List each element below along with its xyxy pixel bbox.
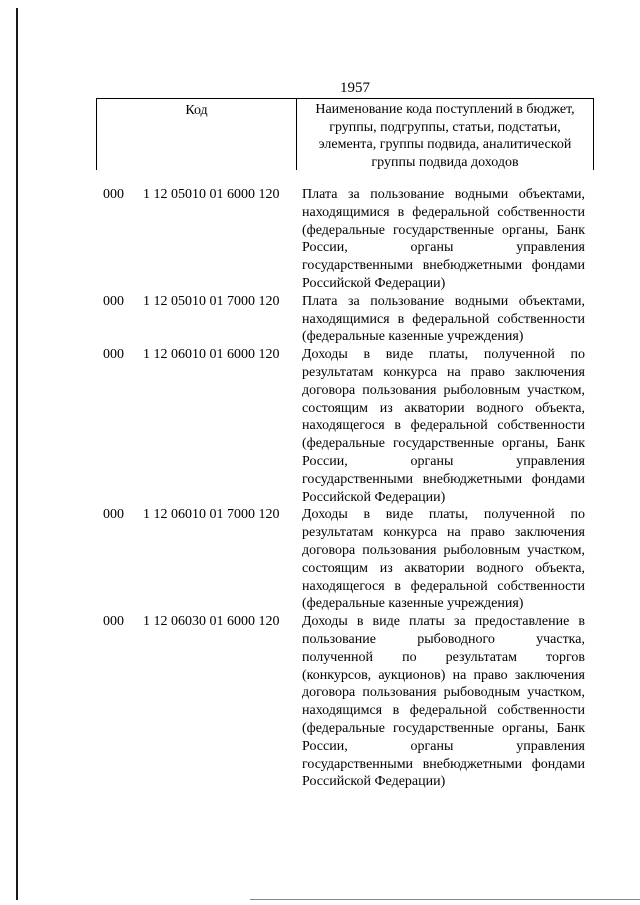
revenue-name-line: находящимся в федеральной собственности bbox=[302, 703, 585, 719]
revenue-name-line: Плата за пользование водными объектами, bbox=[302, 293, 585, 309]
admin-code-cell: 000 bbox=[103, 614, 124, 630]
admin-code-cell: 000 bbox=[103, 293, 124, 309]
revenue-name-cell bbox=[302, 293, 585, 346]
revenue-name-line: Плата за пользование водными объектами, bbox=[302, 187, 585, 202]
revenue-name-line: (конкурсов, аукционов) на право заключения bbox=[302, 667, 585, 683]
header-name-line: группы подвида доходов bbox=[371, 154, 519, 170]
revenue-name-line: государственными внебюджетными фондами bbox=[302, 258, 585, 274]
revenue-name-line: договора пользования рыболовным участком, bbox=[302, 542, 585, 558]
revenue-code-cell: 1 12 05010 01 6000 120 bbox=[143, 187, 280, 202]
revenue-name-line: пользование рыбоводного участка, bbox=[302, 631, 585, 647]
header-name-column bbox=[297, 99, 593, 170]
revenue-name-line: (федеральные государственные органы, Банк bbox=[302, 436, 585, 452]
admin-code-cell: 000 bbox=[103, 187, 124, 202]
revenue-name-line: результатам конкурса на право заключения bbox=[302, 364, 585, 380]
revenue-name-line: Доходы в виде платы, полученной по bbox=[302, 347, 585, 363]
revenue-name-line: Российской Федерации) bbox=[302, 489, 446, 505]
revenue-name-cell bbox=[302, 346, 585, 506]
revenue-name-line: договора пользования рыболовным участком, bbox=[302, 382, 585, 398]
header-name-line: группы, подгруппы, статьи, подстатьи, bbox=[329, 119, 561, 135]
table-body bbox=[0, 186, 640, 791]
revenue-name-cell bbox=[302, 186, 585, 293]
revenue-name-line: находящимися в федеральной собственности bbox=[302, 311, 585, 327]
revenue-name-line: находящегося в федеральной собственности bbox=[302, 578, 585, 594]
revenue-name-line: находящимися в федеральной собственности bbox=[302, 204, 585, 220]
revenue-name-line: Доходы в виде платы, полученной по bbox=[302, 507, 585, 523]
revenue-code-cell: 1 12 06010 01 6000 120 bbox=[143, 347, 280, 363]
table-row bbox=[0, 506, 640, 613]
revenue-name-line: (федеральные государственные органы, Банк bbox=[302, 720, 585, 736]
revenue-name-line: договора пользования рыбоводным участком, bbox=[302, 685, 585, 701]
revenue-name-line: Российской Федерации) bbox=[302, 774, 446, 790]
revenue-name-cell bbox=[302, 506, 585, 613]
table-header bbox=[96, 98, 594, 170]
revenue-name-line: состоящим из акватории водного объекта, bbox=[302, 560, 585, 576]
revenue-name-line: России, органы управления bbox=[302, 453, 585, 469]
revenue-name-line: (федеральные казенные учреждения) bbox=[302, 596, 524, 612]
header-name-line: Наименование кода поступлений в бюджет, bbox=[315, 102, 575, 117]
scan-bottom-edge bbox=[250, 899, 640, 900]
revenue-name-line: состоящим из акватории водного объекта, bbox=[302, 400, 585, 416]
table-row bbox=[0, 293, 640, 346]
table-row bbox=[0, 186, 640, 293]
revenue-code-cell: 1 12 06030 01 6000 120 bbox=[143, 614, 280, 630]
admin-code-cell: 000 bbox=[103, 507, 124, 523]
revenue-name-line: Российской Федерации) bbox=[302, 275, 446, 291]
revenue-name-line: полученной по результатам торгов bbox=[302, 649, 585, 665]
table-row bbox=[0, 613, 640, 791]
revenue-name-line: (федеральные государственные органы, Банк bbox=[302, 222, 585, 238]
table-row bbox=[0, 346, 640, 506]
revenue-name-line: государственными внебюджетными фондами bbox=[302, 471, 585, 487]
revenue-code-cell: 1 12 05010 01 7000 120 bbox=[143, 293, 280, 309]
revenue-name-line: России, органы управления bbox=[302, 240, 585, 256]
header-code-column: Код bbox=[97, 99, 297, 170]
admin-code-cell: 000 bbox=[103, 347, 124, 363]
revenue-name-line: государственными внебюджетными фондами bbox=[302, 756, 585, 772]
revenue-name-line: результатам конкурса на право заключения bbox=[302, 525, 585, 541]
revenue-name-line: находящегося в федеральной собственности bbox=[302, 418, 585, 434]
revenue-name-line: (федеральные казенные учреждения) bbox=[302, 329, 524, 345]
page-number: 1957 bbox=[340, 80, 370, 96]
revenue-name-line: России, органы управления bbox=[302, 738, 585, 754]
revenue-name-cell bbox=[302, 613, 585, 791]
header-name-line: элемента, группы подвида, аналитической bbox=[318, 137, 572, 152]
revenue-name-line: Доходы в виде платы за предоставление в bbox=[302, 614, 585, 630]
revenue-code-cell: 1 12 06010 01 7000 120 bbox=[143, 507, 280, 523]
